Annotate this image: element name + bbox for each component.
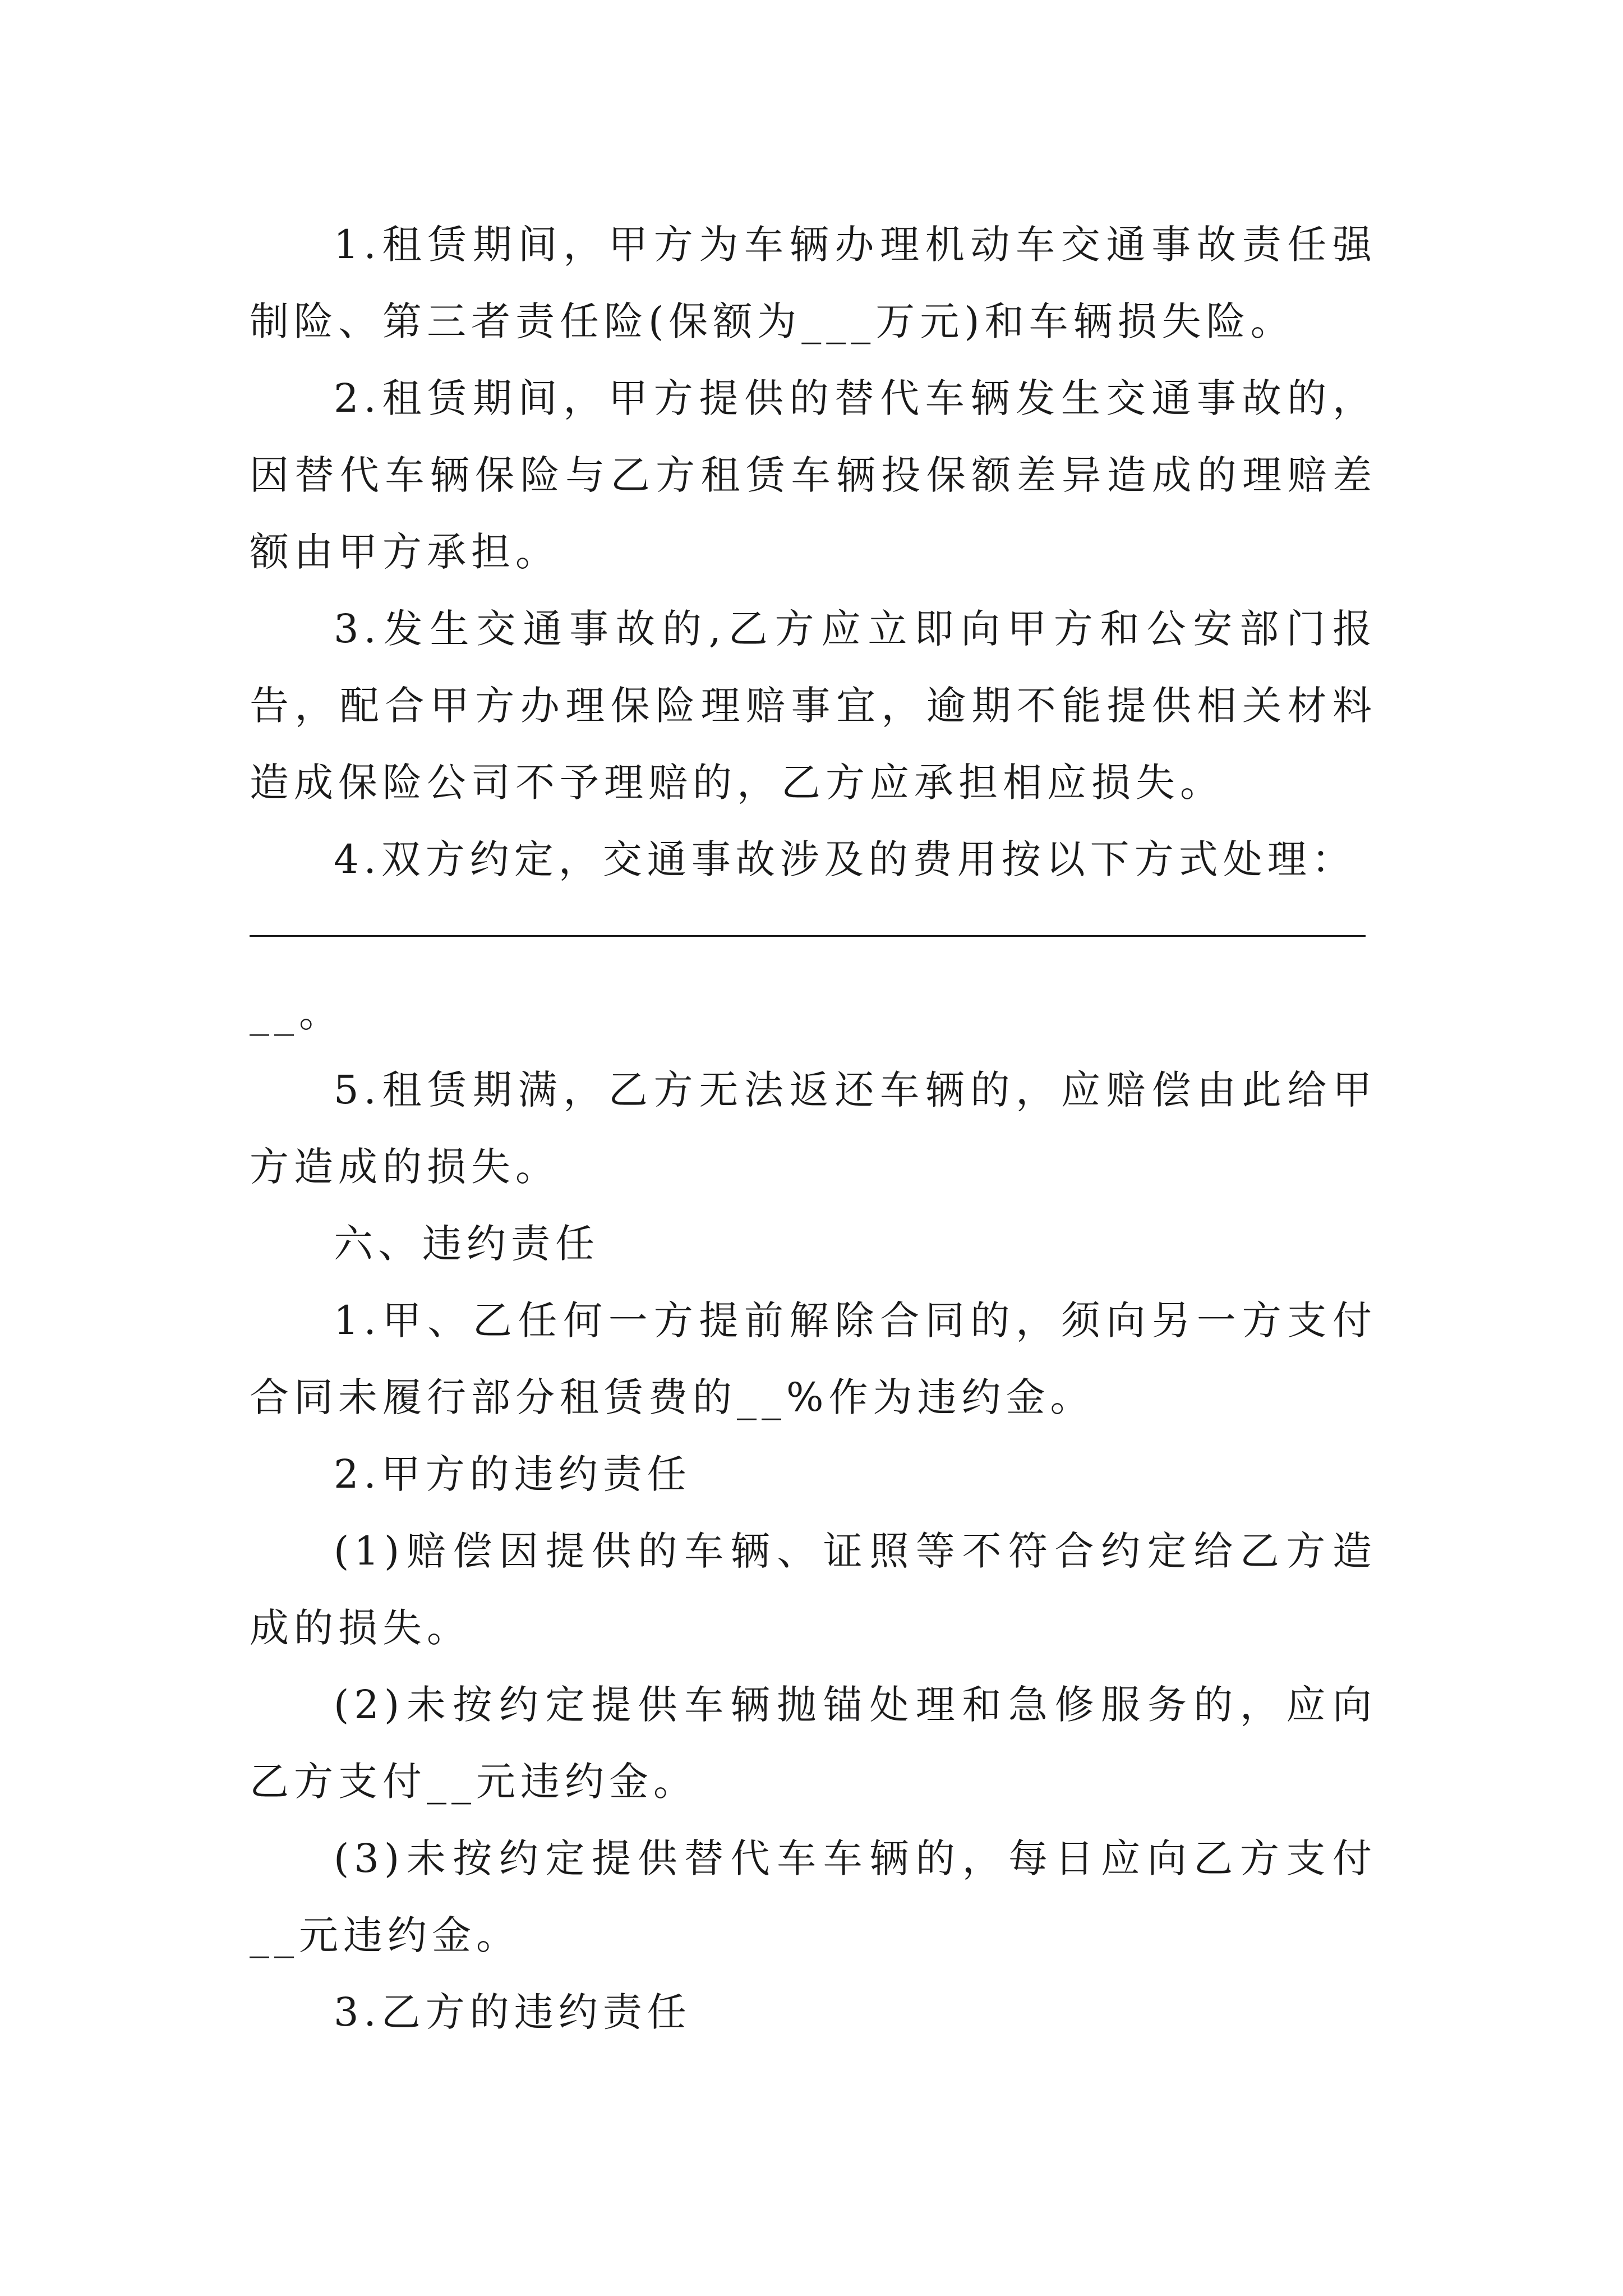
item-compensation: (1)赔偿因提供的车辆、证照等不符合约定给乙方造成的损失。 — [250, 1528, 1377, 1651]
item-breakdown-service: (2)未按约定提供车辆抛锚处理和急修服务的，应向乙方支付__元违约金。 — [250, 1682, 1377, 1805]
clause-early-termination: 1.甲、乙任何一方提前解除合同的，须向另一方支付合同未履行部分租赁费的__%作为违约金。 — [250, 1297, 1377, 1420]
clause-replacement-vehicle: 2.租赁期间，甲方提供的替代车辆发生交通事故的，因替代车辆保险与乙方租赁车辆投保额差异造成的理赔差额由甲方承担。 — [250, 375, 1377, 575]
item-replacement-vehicle-penalty: (3)未按约定提供替代车车辆的，每日应向乙方支付__元违约金。 — [250, 1835, 1377, 1958]
clause-accident-costs: 4.双方约定，交通事故涉及的费用按以下方式处理： — [334, 836, 1356, 882]
clause-insurance: 1.租赁期间，甲方为车辆办理机动车交通事故责任强制险、第三者责任险(保额为___万元)和车辆损失险。 — [250, 222, 1377, 344]
subheading-party-b-liability: 3.乙方的违约责任 — [334, 1989, 691, 2035]
clause-accident-report: 3.发生交通事故的,乙方应立即向甲方和公安部门报告，配合甲方办理保险理赔事宜，逾期不能提供相关材料造成保险公司不予理赔的，乙方应承担相应损失。 — [250, 606, 1377, 806]
document-body — [250, 206, 1377, 2051]
subheading-party-a-liability: 2.甲方的违约责任 — [334, 1451, 691, 1497]
fill-in-blank-end: __。 — [250, 990, 343, 1036]
blank-underline — [250, 935, 1366, 937]
clause-vehicle-return: 5.租赁期满，乙方无法返还车辆的，应赔偿由此给甲方造成的损失。 — [250, 1067, 1377, 1190]
section-heading-liability: 六、违约责任 — [334, 1221, 600, 1267]
fill-in-blank-line — [250, 898, 1377, 975]
